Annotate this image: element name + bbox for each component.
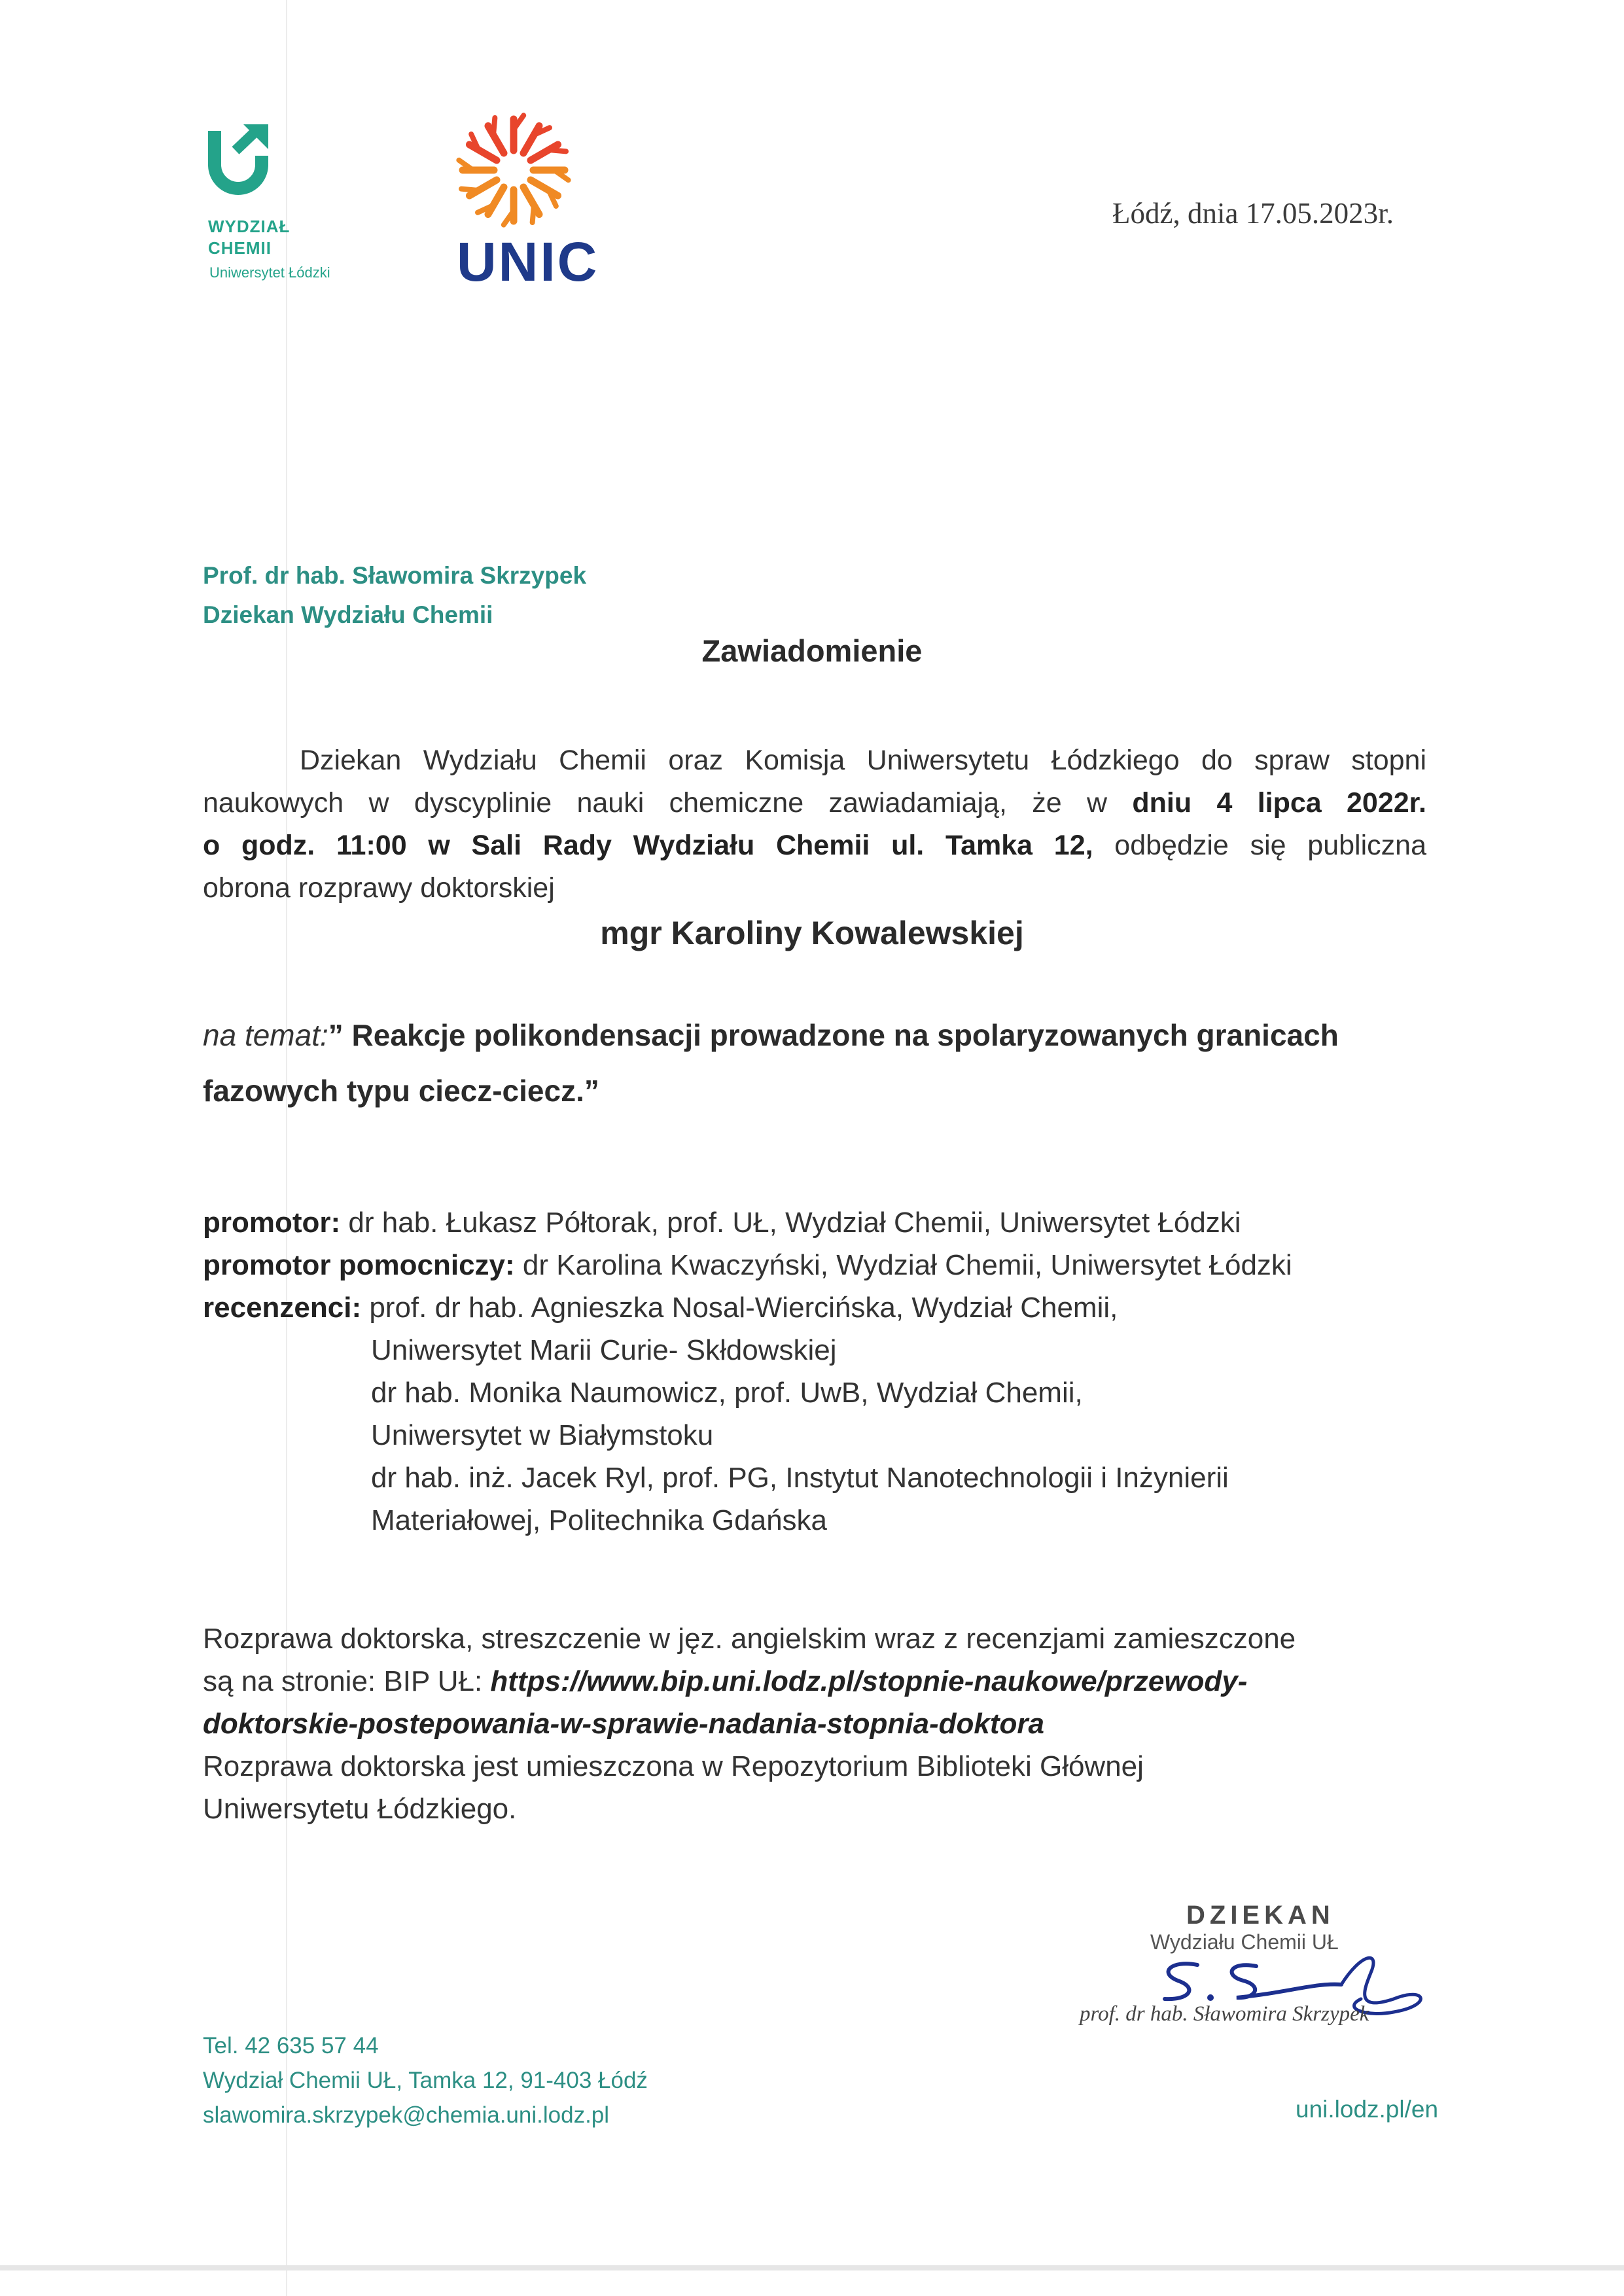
addressee-position: Dziekan Wydziału Chemii <box>203 601 493 628</box>
letter-date: Łódź, dnia 17.05.2023r. <box>1112 197 1394 230</box>
bip-link-continued[interactable]: doktorskie-postepowania-w-sprawie-nadania-stopnia-doktora <box>203 1708 1044 1740</box>
footer-email[interactable]: slawomira.skrzypek@chemia.uni.lodz.pl <box>203 2102 610 2128</box>
unic-ray <box>523 126 539 153</box>
addressee-block <box>203 556 586 635</box>
unic-ray-tip <box>533 205 534 222</box>
committee-list <box>203 1201 1292 1542</box>
reviewer-line: Uniwersytet Marii Curie- Skłdowskiej <box>371 1334 837 1366</box>
scan-bottom-edge <box>0 2265 1624 2270</box>
bip-link[interactable]: https://www.bip.uni.lodz.pl/stopnie-naukowe/przewody- <box>490 1665 1248 1697</box>
stamp-subtitle: Wydziału Chemii UŁ <box>1150 1930 1339 1954</box>
topic-prefix: na temat: <box>203 1018 328 1052</box>
candidate-name: mgr Karoliny Kowalewskiej <box>600 915 1024 951</box>
announcement-paragraph: Dziekan Wydziału Chemii oraz Komisja Uniwersytetu Łódzkiego do spraw stopni naukowych w dyscyplinie nauki chemiczne zawiadamiają, że w dniu 4 lipca 2022r. o godz. 11:00 w Sali Rady Wydziału Chemii ul. Tamka 12, odbędzie się publiczna obrona rozprawy doktorskiej <box>203 745 1426 904</box>
promotor-line: promotor: dr hab. Łukasz Półtorak, prof. UŁ, Wydział Chemii, Uniwersytet Łódzki <box>203 1207 1241 1239</box>
footer-address: Wydział Chemii UŁ, Tamka 12, 91-403 Łódź <box>203 2068 648 2093</box>
unic-ray-tip <box>549 150 566 151</box>
reviewer-line: Materiałowej, Politechnika Gdańska <box>371 1504 828 1536</box>
publication-info: Rozprawa doktorska, streszczenie w jęz. angielskim wraz z recenzjami zamieszczone są na stronie: BIP UŁ: https://www.bip.uni.lodz.pl/stopnie-naukowe/przewody- doktorskie-postepowania-w-sprawie-nadania-stopnia-doktora Rozprawa doktorska jest umieszczona w Repozytorium Biblioteki Głównej Uniwersytetu Łódzkiego. <box>203 1623 1296 1825</box>
unic-ray-tip <box>493 118 495 135</box>
scan-artifact-line <box>286 0 287 2296</box>
unic-ray <box>531 180 558 196</box>
footer-phone: Tel. 42 635 57 44 <box>203 2033 379 2058</box>
footer-website-link[interactable]: uni.lodz.pl/en <box>1296 2096 1439 2123</box>
faculty-logo-text: WYDZIAŁ CHEMII <box>208 217 291 258</box>
reviewer-line: Uniwersytet w Białymstoku <box>371 1419 714 1451</box>
unic-ray <box>488 187 504 215</box>
unic-logo-text: UNIC <box>457 231 599 292</box>
stamp-title: DZIEKAN <box>1186 1901 1335 1930</box>
footer-contact <box>203 2028 648 2132</box>
unic-logo-icon <box>451 108 576 236</box>
addressee-name: Prof. dr hab. Sławomira Skrzypek <box>203 562 587 589</box>
unic-ray <box>469 145 497 160</box>
dissertation-topic: na temat:” Reakcje polikondensacji prowadzone na spolaryzowanych granicach fazowych typu ciecz-ciecz.” <box>203 1018 1339 1108</box>
reviewer-line: dr hab. Monika Naumowicz, prof. UwB, Wydział Chemii, <box>371 1377 1083 1409</box>
unic-ray-tip <box>461 189 478 190</box>
assistant-promotor-line: promotor pomocniczy: dr Karolina Kwaczyński, Wydział Chemii, Uniwersytet Łódzki <box>203 1249 1292 1281</box>
faculty-logo-subtitle: Uniwersytet Łódzki <box>209 264 330 281</box>
document-title: Zawiadomienie <box>701 633 923 668</box>
reviewer-line: dr hab. inż. Jacek Ryl, prof. PG, Instytut Nanotechnologii i Inżynierii <box>371 1462 1229 1494</box>
faculty-logo-icon <box>203 124 275 206</box>
signatory-name: prof. dr hab. Sławomira Skrzypek <box>1080 2002 1369 2026</box>
reviewers-line: recenzenci: prof. dr hab. Agnieszka Nosal-Wiercińska, Wydział Chemii, <box>203 1292 1118 1324</box>
